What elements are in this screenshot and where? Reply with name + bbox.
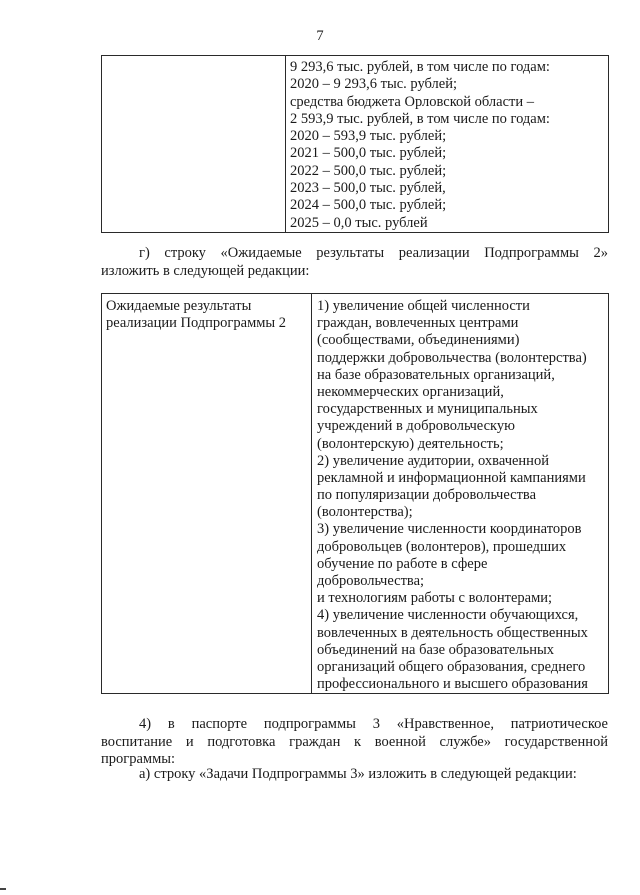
results-table-label-cell bbox=[102, 294, 312, 694]
funding-value-line: 2020 – 593,9 тыс. рублей; bbox=[290, 128, 447, 145]
paragraph-a-line-1: а) строку «Задачи Подпрограммы 3» изложить в следующей редакции: bbox=[139, 766, 577, 782]
funding-value-line: 2020 – 9 293,6 тыс. рублей; bbox=[290, 76, 457, 93]
results-value-line: (волонтерскую) деятельность; bbox=[317, 435, 504, 452]
results-value-line: поддержки добровольчества (волонтерства) bbox=[317, 349, 587, 366]
funding-table bbox=[101, 55, 609, 233]
results-value-line: учреждений в добровольческую bbox=[317, 418, 515, 435]
results-value-line: объединений на базе образовательных bbox=[317, 641, 554, 658]
paragraph-4-line-2: воспитание и подготовка граждан к военной службе» государственной bbox=[101, 733, 608, 750]
results-value-line: добровольцев (волонтеров), прошедших bbox=[317, 538, 567, 555]
results-table bbox=[101, 293, 609, 694]
paragraph-a bbox=[101, 766, 608, 784]
results-value-line: и технологиям работы с волонтерами; bbox=[317, 590, 553, 607]
page-number: 7 bbox=[316, 28, 324, 44]
funding-value-line: 2024 – 500,0 тыс. рублей; bbox=[290, 197, 447, 214]
results-value-line: рекламной и информационной кампаниями bbox=[317, 469, 586, 486]
results-value-line: на базе образовательных организаций, bbox=[317, 366, 555, 383]
results-value-line: 4) увеличение численности обучающихся, bbox=[317, 607, 579, 624]
funding-table-label-cell bbox=[102, 56, 286, 233]
paragraph-g-line-1: г) строку «Ожидаемые результаты реализации Подпрограммы 2» bbox=[139, 245, 608, 261]
results-label-line: Ожидаемые результаты bbox=[106, 298, 252, 314]
results-value-line: государственных и муниципальных bbox=[317, 401, 538, 418]
results-value-line: обучение по работе в сфере bbox=[317, 555, 488, 572]
funding-value-line: 9 293,6 тыс. рублей, в том числе по годам: bbox=[290, 59, 550, 75]
results-value-line: добровольчества; bbox=[317, 573, 425, 589]
paragraph-g-line-2: изложить в следующей редакции: bbox=[101, 262, 310, 279]
funding-table-value-cell bbox=[286, 56, 609, 233]
paragraph-4-line-3: программы: bbox=[101, 751, 176, 767]
results-table-value-cell bbox=[312, 294, 609, 694]
results-value-line: 2) увеличение аудитории, охваченной bbox=[317, 452, 549, 469]
funding-value-line: 2023 – 500,0 тыс. рублей, bbox=[290, 180, 446, 197]
results-value-line: 1) увеличение общей численности bbox=[317, 298, 530, 314]
results-label-line: реализации Подпрограммы 2 bbox=[106, 315, 287, 332]
results-value-line: 3) увеличение численности координаторов bbox=[317, 521, 582, 538]
results-value-line: профессионального и высшего образования bbox=[317, 676, 588, 693]
scan-mark bbox=[0, 888, 6, 890]
paragraph-4-line-1: 4) в паспорте подпрограммы 3 «Нравственное, патриотическое bbox=[139, 716, 608, 732]
results-value-line: граждан, вовлеченных центрами bbox=[317, 315, 519, 332]
results-value-line: (волонтерства); bbox=[317, 504, 413, 521]
funding-table-label bbox=[102, 56, 285, 59]
results-value-line: по популяризации добровольчества bbox=[317, 487, 537, 504]
results-table-value-lines bbox=[312, 294, 608, 693]
table-row bbox=[102, 294, 609, 694]
funding-value-line: средства бюджета Орловской области – bbox=[290, 93, 534, 110]
paragraph-g bbox=[101, 245, 608, 280]
results-value-line: вовлеченных в деятельность общественных bbox=[317, 624, 588, 641]
results-value-line: некоммерческих организаций, bbox=[317, 383, 504, 400]
funding-value-line: 2 593,9 тыс. рублей, в том числе по годам: bbox=[290, 110, 550, 127]
results-table-label-lines bbox=[102, 294, 311, 332]
results-value-line: (сообществами, объединениями) bbox=[317, 332, 520, 349]
table-row bbox=[102, 56, 609, 233]
paragraph-4 bbox=[101, 716, 608, 769]
results-value-line: организаций общего образования, среднего bbox=[317, 658, 586, 675]
funding-value-line: 2025 – 0,0 тыс. рублей bbox=[290, 214, 428, 231]
funding-value-line: 2021 – 500,0 тыс. рублей; bbox=[290, 145, 447, 162]
funding-value-line: 2022 – 500,0 тыс. рублей; bbox=[290, 162, 447, 179]
funding-table-value-lines bbox=[286, 56, 608, 232]
